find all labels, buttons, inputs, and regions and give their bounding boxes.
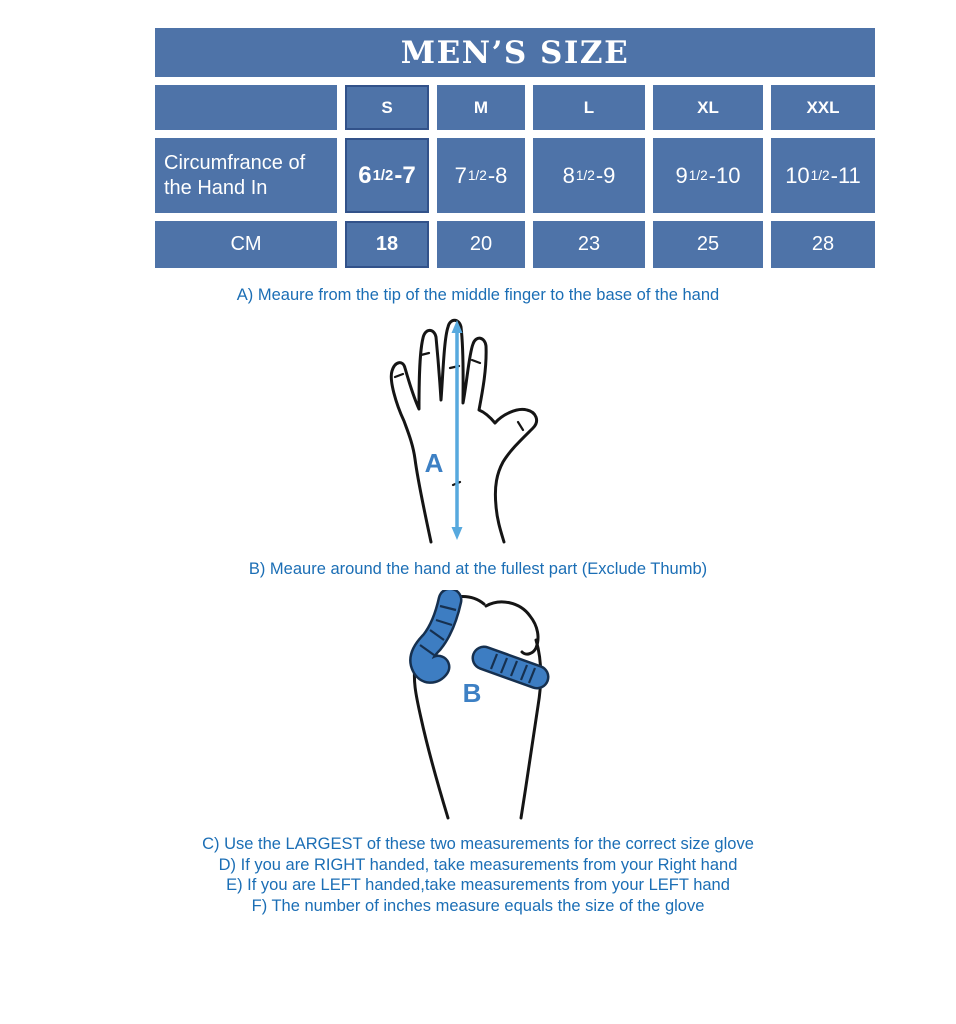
column-header-m: M <box>437 85 525 130</box>
inches-value-l <box>533 138 645 213</box>
instruction-a: A) Meaure from the tip of the middle finger to the base of the hand <box>236 286 720 304</box>
value-rest: -7 <box>394 161 416 189</box>
instruction-e: E) If you are LEFT handed,take measurements from your LEFT hand <box>226 876 730 894</box>
fist-diagram <box>388 590 568 820</box>
inches-value-m <box>437 138 525 213</box>
value-rest: -9 <box>595 162 616 188</box>
mens-size-table <box>155 28 875 268</box>
value-whole: 9 <box>675 162 688 188</box>
value-whole: 8 <box>562 162 575 188</box>
cm-value-s: 18 <box>345 221 429 268</box>
column-header-xl: XL <box>653 85 763 130</box>
value-whole: 10 <box>785 162 810 188</box>
hand-circumference-figure <box>0 590 956 820</box>
finger-crease-marks <box>395 353 523 485</box>
value-fraction: 1/2 <box>810 168 830 183</box>
label-b: B <box>462 678 482 708</box>
value-fraction: 1/2 <box>467 168 487 183</box>
table-header-row <box>155 85 875 130</box>
value-rest: -11 <box>830 162 861 188</box>
column-header-xxl: XXL <box>771 85 875 130</box>
inches-value-s <box>345 138 429 213</box>
hand-length-figure <box>0 314 956 546</box>
label-a: A <box>424 448 444 478</box>
measuring-tape <box>420 600 537 683</box>
footer-instructions <box>0 834 956 916</box>
value-whole: 6 <box>358 161 372 189</box>
cm-row <box>155 221 875 268</box>
column-header-s: S <box>345 85 429 130</box>
measurement-arrow <box>452 320 463 540</box>
table-title-row <box>155 28 875 77</box>
inches-row-label: Circumfrance of the Hand In <box>155 138 337 213</box>
cm-value-l: 23 <box>533 221 645 268</box>
value-rest: -10 <box>708 162 741 188</box>
inches-row <box>155 138 875 213</box>
instruction-c: C) Use the LARGEST of these two measurements for the correct size glove <box>202 835 754 853</box>
inches-value-xl <box>653 138 763 213</box>
instruction-d: D) If you are RIGHT handed, take measurements from your Right hand <box>218 855 738 874</box>
inches-value-xxl <box>771 138 875 213</box>
value-fraction: 1/2 <box>372 167 394 184</box>
hand-outline <box>391 320 536 542</box>
value-fraction: 1/2 <box>688 168 708 183</box>
value-whole: 7 <box>454 162 467 188</box>
column-header-l: L <box>533 85 645 130</box>
instruction-f: F) The number of inches measure equals the size of the glove <box>251 896 705 915</box>
value-fraction: 1/2 <box>575 168 595 183</box>
cm-value-xl: 25 <box>653 221 763 268</box>
instruction-b: B) Meaure around the hand at the fullest part (Exclude Thumb) <box>248 560 708 578</box>
open-hand-diagram <box>368 314 588 546</box>
cm-row-label: CM <box>155 221 337 268</box>
value-rest: -8 <box>487 162 508 188</box>
curled-finger-loop <box>486 602 538 654</box>
table-title: MEN’S SIZE <box>155 28 875 77</box>
corner-cell <box>155 85 337 130</box>
cm-value-xxl: 28 <box>771 221 875 268</box>
cm-value-m: 20 <box>437 221 525 268</box>
